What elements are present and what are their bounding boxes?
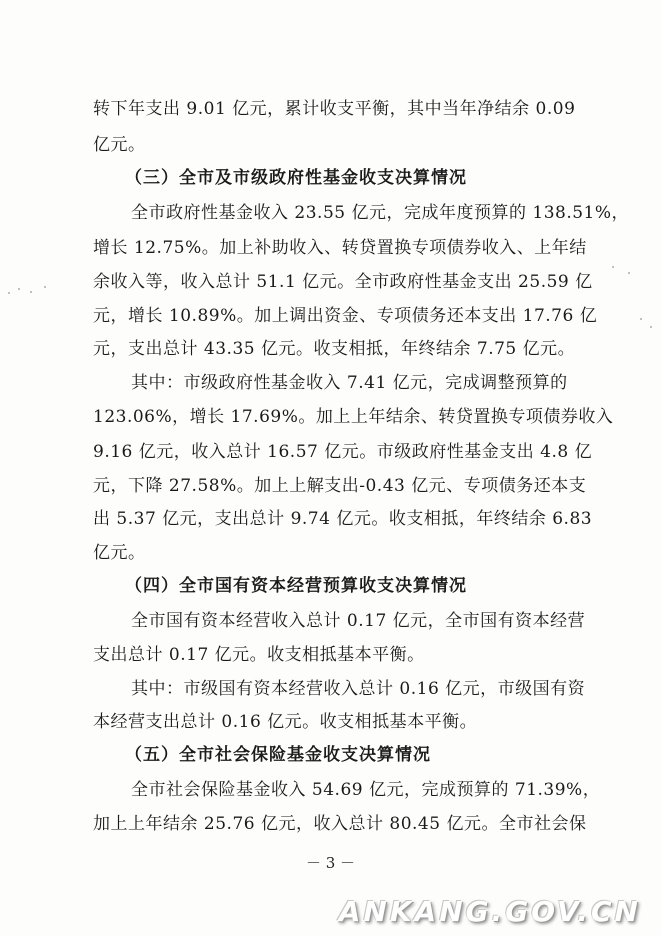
section-heading-3: （三）全市及市级政府性基金收支决算情况 <box>125 168 467 188</box>
scan-speck <box>18 288 20 290</box>
scan-speck <box>30 291 32 293</box>
text-line: 本经营支出总计 0.16 亿元。收支相抵基本平衡。 <box>93 712 478 732</box>
text-line: 全市国有资本经营收入总计 0.17 亿元，全市国有资本经营 <box>131 611 586 631</box>
text-line: 亿元。 <box>93 543 146 563</box>
page-number: － 3 － <box>305 854 356 872</box>
scan-speck <box>650 326 652 328</box>
text-line: 亿元。 <box>93 135 146 155</box>
text-line: 全市政府性基金收入 23.55 亿元，完成年度预算的 138.51%， <box>131 203 630 223</box>
text-line: 出 5.37 亿元，支出总计 9.74 亿元。收支相抵，年终结余 6.83 <box>93 509 593 529</box>
text-line: 转下年支出 9.01 亿元，累计收支平衡，其中当年净结余 0.09 <box>93 99 576 119</box>
text-line: 123.06%，增长 17.69%。加上上年结余、转贷置换专项债券收入 <box>93 407 614 427</box>
text-line: 元，下降 27.58%。加上上解支出-0.43 亿元、专项债务还本支 <box>93 476 587 496</box>
text-line: 其中：市级国有资本经营收入总计 0.16 亿元，市级国有资 <box>131 679 586 699</box>
section-heading-5: （五）全市社会保险基金收支决算情况 <box>125 745 431 765</box>
text-line: 全市社会保险基金收入 54.69 亿元，完成预算的 71.39%， <box>131 780 601 800</box>
text-line: 支出总计 0.17 亿元。收支相抵基本平衡。 <box>93 645 425 665</box>
text-line: 元，支出总计 43.35 亿元。收支相抵，年终结余 7.75 亿元。 <box>93 339 576 359</box>
scan-speck <box>612 266 614 268</box>
scan-speck <box>8 292 10 294</box>
text-line: 增长 12.75%。加上补助收入、转贷置换专项债券收入、上年结 <box>93 238 587 258</box>
text-line: 9.16 亿元，收入总计 16.57 亿元。市级政府性基金支出 4.8 亿 <box>93 442 593 462</box>
text-line: 元，增长 10.89%。加上调出资金、专项债务还本支出 17.76 亿 <box>93 306 598 326</box>
text-line: 加上上年结余 25.76 亿元，收入总计 80.45 亿元。全市社会保 <box>93 814 587 834</box>
watermark-logo: ANKANG.GOV.CN <box>338 895 641 928</box>
text-line: 余收入等，收入总计 51.1 亿元。全市政府性基金支出 25.59 亿 <box>93 272 593 292</box>
scan-speck <box>640 318 642 320</box>
section-heading-4: （四）全市国有资本经营预算收支决算情况 <box>125 576 467 596</box>
scan-speck <box>628 272 630 274</box>
text-line: 其中：市级政府性基金收入 7.41 亿元，完成调整预算的 <box>131 373 568 393</box>
scan-speck <box>44 286 46 288</box>
